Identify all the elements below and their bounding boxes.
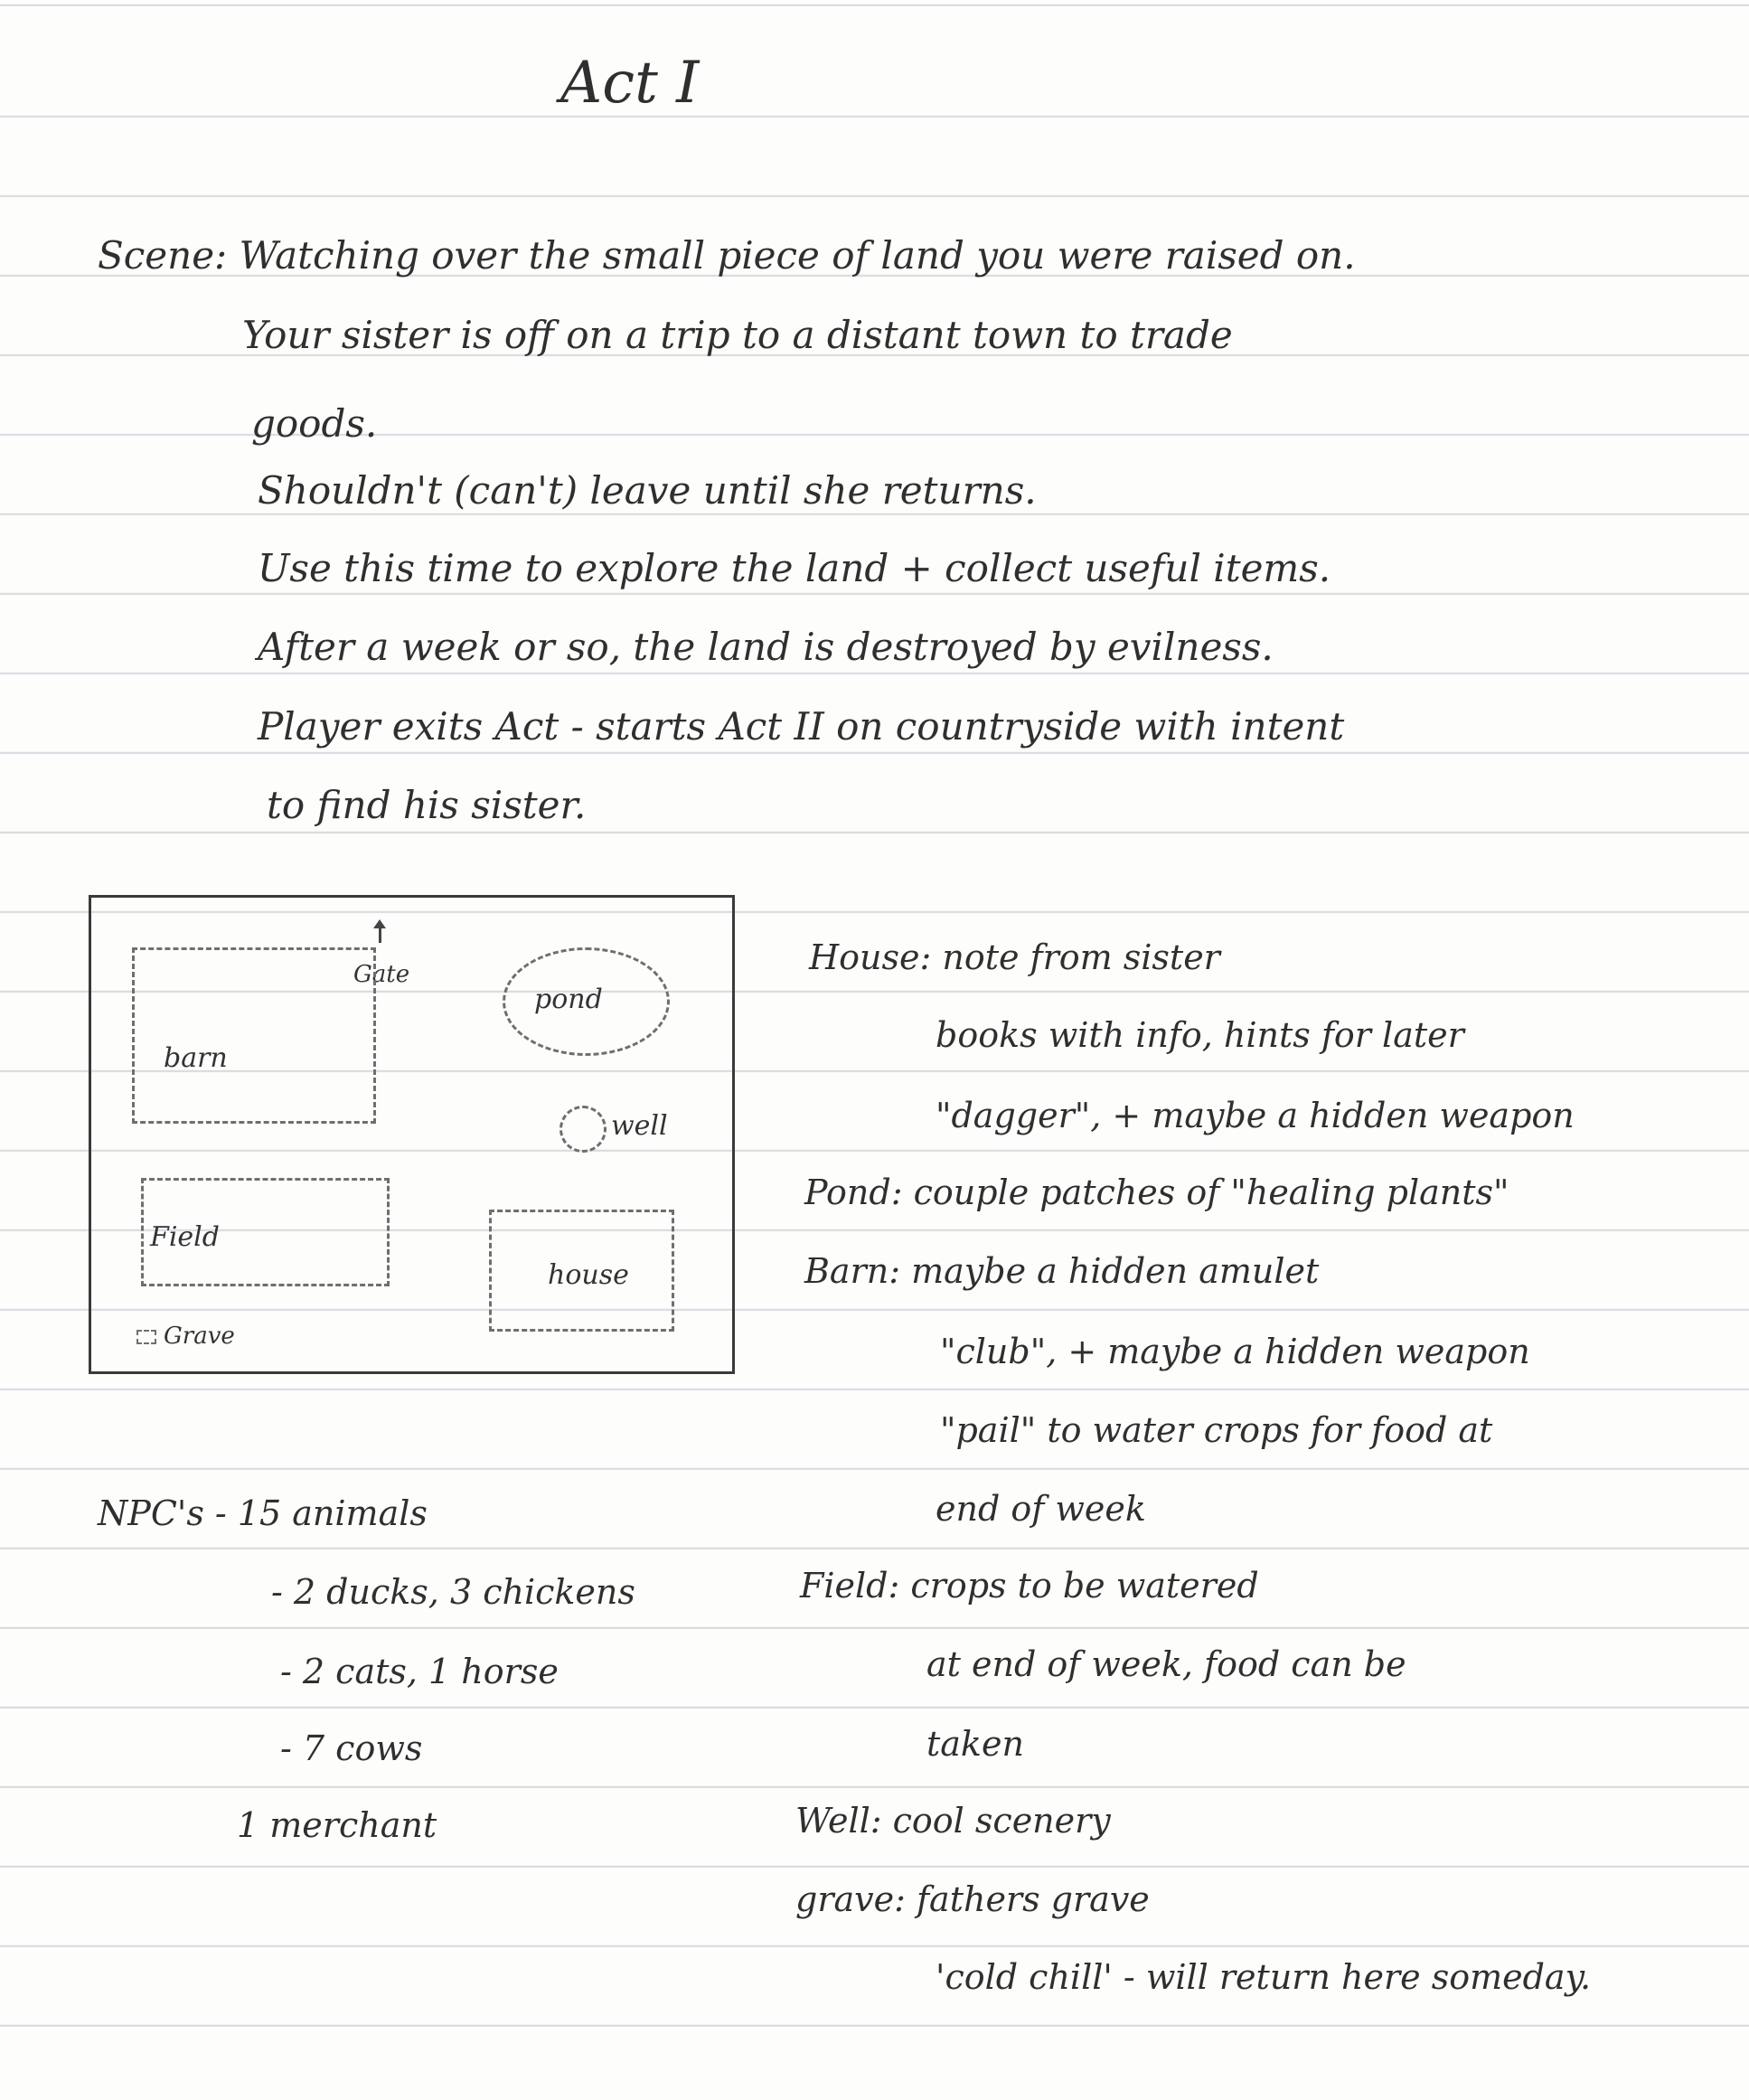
- house-label: house: [548, 1259, 629, 1291]
- location-line-4: Pond: couple patches of "healing plants": [804, 1172, 1509, 1212]
- npc-line-2: - 2 ducks, 3 chickens: [271, 1572, 635, 1612]
- grave-label: Grave: [164, 1323, 235, 1350]
- scene-line-7: Player exits Act - starts Act II on countryside with intent: [258, 704, 1345, 749]
- location-line-3: "dagger", + maybe a hidden weapon: [936, 1096, 1575, 1135]
- pond-label: pond: [534, 984, 603, 1015]
- location-line-6: "club", + maybe a hidden weapon: [940, 1332, 1530, 1371]
- npc-line-5: 1 merchant: [237, 1805, 437, 1845]
- location-line-10: at end of week, food can be: [926, 1644, 1406, 1684]
- scene-line-8: to find his sister.: [267, 783, 587, 827]
- barn-area: [132, 947, 376, 1124]
- location-line-13: grave: fathers grave: [795, 1879, 1150, 1919]
- location-line-5: Barn: maybe a hidden amulet: [804, 1251, 1320, 1291]
- location-line-2: books with info, hints for later: [936, 1015, 1464, 1055]
- location-line-14: 'cold chill' - will return here someday.: [936, 1957, 1592, 1997]
- scene-line-6: After a week or so, the land is destroyed by evilness.: [258, 625, 1274, 669]
- location-line-9: Field: crops to be watered: [800, 1566, 1259, 1606]
- page-title: Act I: [560, 50, 700, 117]
- gate-arrow-icon: [379, 923, 381, 943]
- farm-map: [89, 895, 735, 1374]
- npc-line-1: NPC's - 15 animals: [98, 1493, 428, 1533]
- npc-line-3: - 2 cats, 1 horse: [280, 1652, 559, 1691]
- scene-line-1: Scene: Watching over the small piece of land you were raised on.: [98, 233, 1356, 278]
- grave-marker-icon: [136, 1330, 156, 1344]
- barn-label: barn: [164, 1042, 228, 1074]
- gate-label: Gate: [353, 961, 410, 988]
- well-area: [559, 1106, 607, 1153]
- well-label: well: [611, 1110, 668, 1142]
- scene-line-4: Shouldn't (can't) leave until she returns.: [258, 468, 1037, 513]
- location-line-8: end of week: [936, 1489, 1146, 1529]
- scene-line-3: goods.: [251, 401, 378, 446]
- field-label: Field: [150, 1221, 220, 1253]
- location-line-12: Well: cool scenery: [795, 1801, 1111, 1841]
- scene-line-2: Your sister is off on a trip to a distant town to trade: [242, 313, 1233, 357]
- location-line-7: "pail" to water crops for food at: [940, 1410, 1493, 1450]
- location-line-11: taken: [926, 1724, 1024, 1764]
- scene-line-5: Use this time to explore the land + collect useful items.: [258, 546, 1331, 590]
- location-line-1: House: note from sister: [809, 937, 1220, 977]
- npc-line-4: - 7 cows: [280, 1728, 423, 1768]
